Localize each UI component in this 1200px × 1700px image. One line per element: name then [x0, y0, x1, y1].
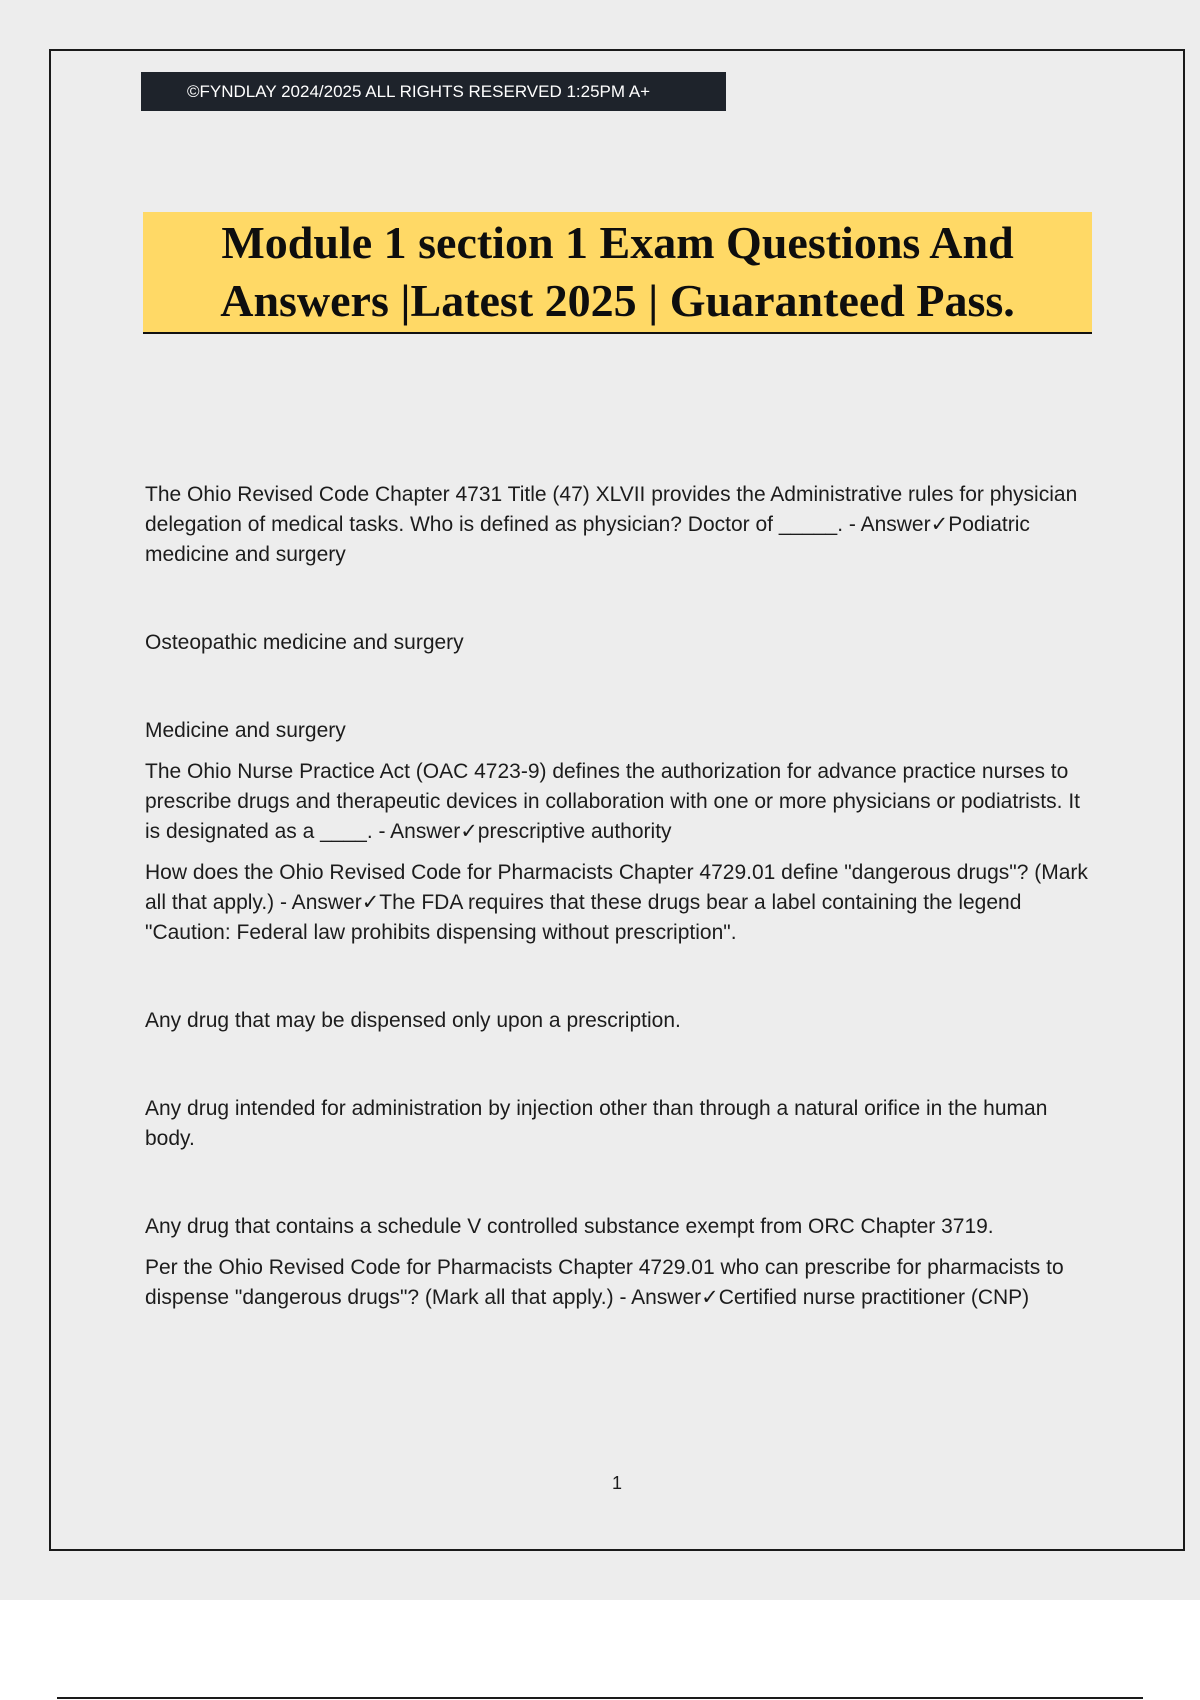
document-body: [145, 480, 1095, 1313]
answer-option: Medicine and surgery: [145, 719, 346, 742]
answer-option: Osteopathic medicine and surgery: [145, 631, 464, 654]
title-banner: [143, 212, 1092, 334]
document-title: Module 1 section 1 Exam Questions And Answers |Latest 2025 | Guaranteed Pass.: [220, 217, 1015, 326]
question-1: The Ohio Revised Code Chapter 4731 Title (47) XLVII provides the Administrative rules for physician delegation of medical tasks. Who is defined as physician? Doctor of _____. - Answer✓Podiatric medicine and surgery: [145, 483, 1078, 566]
copyright-banner: ©FYNDLAY 2024/2025 ALL RIGHTS RESERVED 1:25PM A+: [141, 72, 726, 111]
next-page-rule: [57, 1697, 1143, 1699]
question-2: The Ohio Nurse Practice Act (OAC 4723-9) defines the authorization for advance practice nurses to prescribe drugs and therapeutic devices in collaboration with one or more physicians or podiatrists. It is designated as a ____. - Answer✓prescriptive authority: [145, 760, 1080, 843]
answer-option: Any drug that contains a schedule V controlled substance exempt from ORC Chapter 3719.: [145, 1215, 994, 1238]
page-number: 1: [611, 1473, 622, 1493]
answer-option: Any drug intended for administration by injection other than through a natural orifice in the human body.: [145, 1097, 1048, 1150]
question-3: How does the Ohio Revised Code for Pharmacists Chapter 4729.01 define "dangerous drugs"? (Mark all that apply.) - Answer✓The FDA requires that these drugs bear a label containing the legend "Caution: Federal law prohibits dispensing without prescription".: [145, 861, 1088, 944]
answer-option: Any drug that may be dispensed only upon a prescription.: [145, 1009, 681, 1032]
question-4: Per the Ohio Revised Code for Pharmacists Chapter 4729.01 who can prescribe for pharmacists to dispense "dangerous drugs"? (Mark all that apply.) - Answer✓Certified nurse practitioner (CNP): [145, 1256, 1064, 1309]
